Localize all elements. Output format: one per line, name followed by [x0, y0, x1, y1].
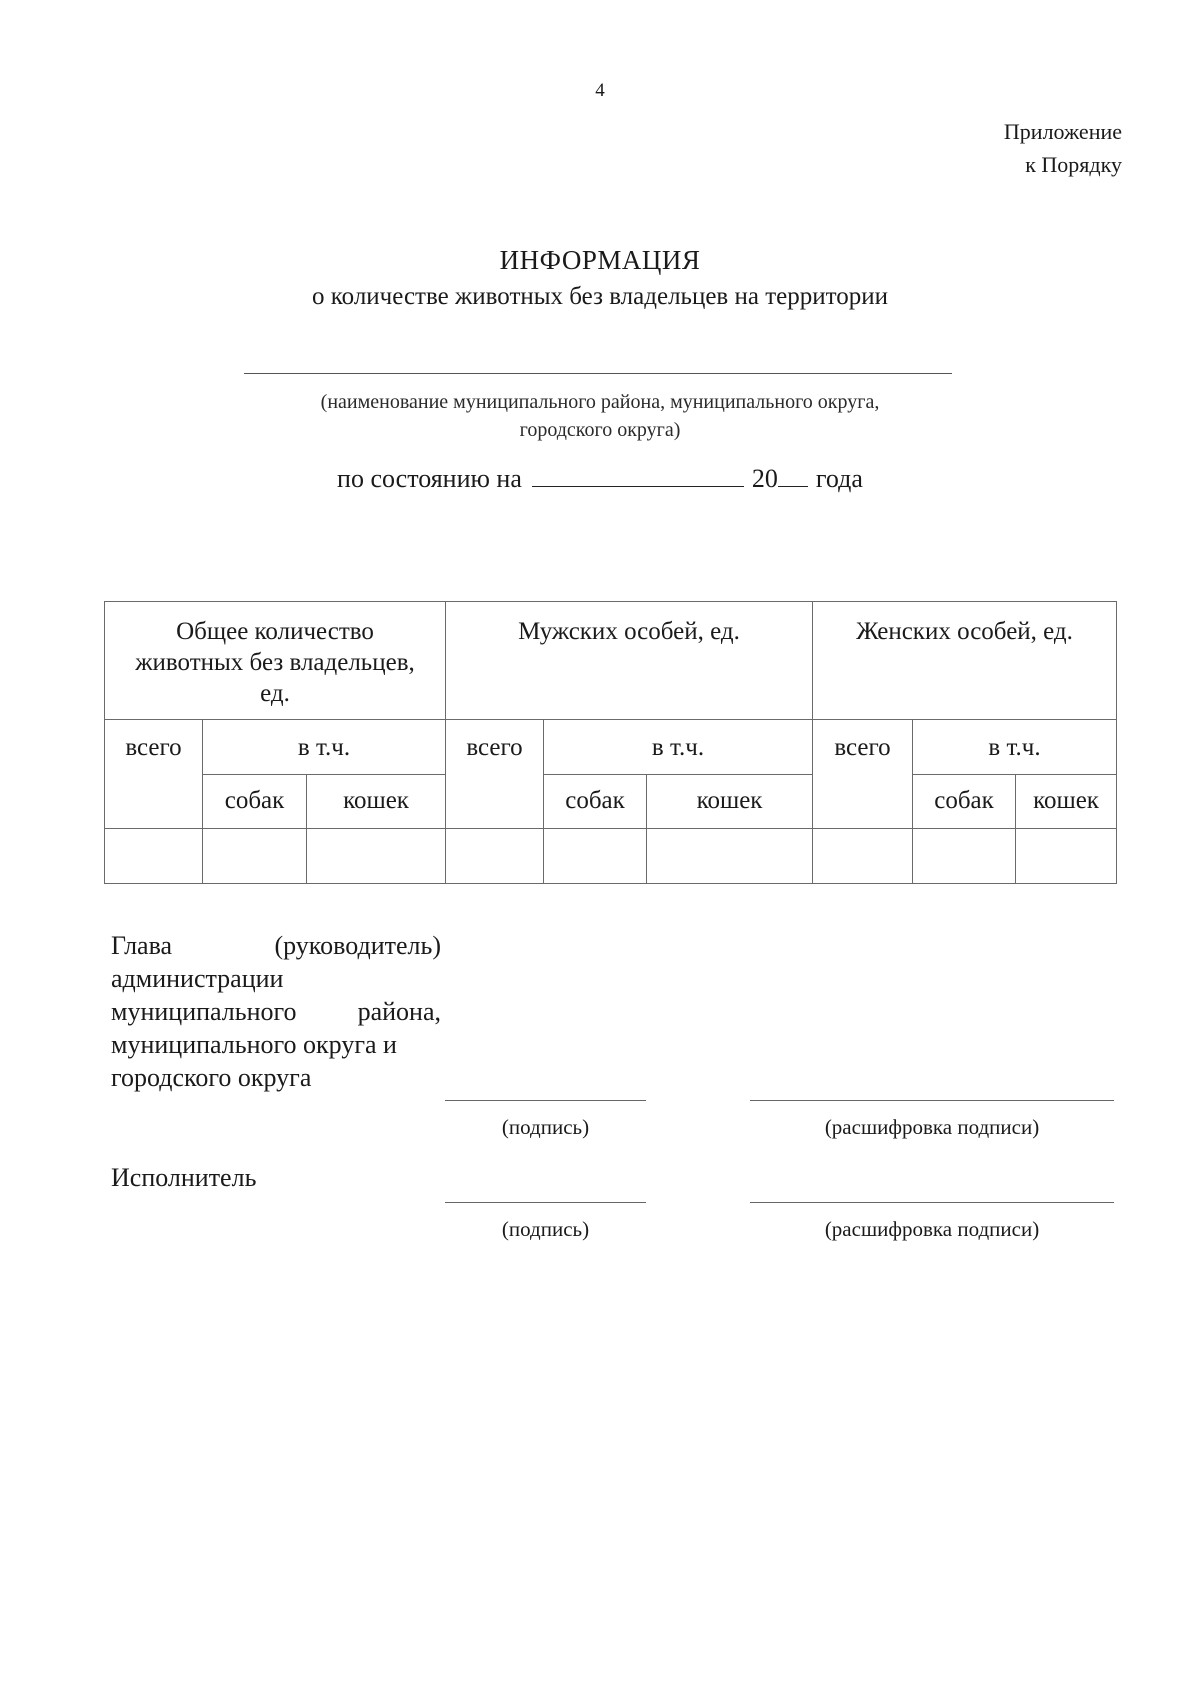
- female-all-header: всего: [813, 720, 913, 829]
- municipality-name-caption: [0, 388, 1200, 444]
- cell-female-all[interactable]: [813, 829, 913, 884]
- as-of-suffix: года: [815, 464, 863, 493]
- year-blank-field[interactable]: [778, 464, 808, 487]
- cell-total-dogs[interactable]: [203, 829, 307, 884]
- table-row: [105, 829, 1117, 884]
- cell-total-all[interactable]: [105, 829, 203, 884]
- appendix-line-1: Приложение: [1003, 119, 1122, 144]
- cell-total-cats[interactable]: [307, 829, 446, 884]
- executor-decoding-caption: (расшифровка подписи): [824, 1217, 1040, 1241]
- total-cats-header: кошек: [307, 775, 446, 829]
- male-all-header: всего: [446, 720, 544, 829]
- head-signature-decoding-field[interactable]: [750, 1100, 1114, 1101]
- cell-male-all[interactable]: [446, 829, 544, 884]
- head-of-administration-label: Глава (руководитель) администрации муниципального района, муниципального округа и городского округа: [111, 931, 441, 1092]
- as-of-prefix: по состоянию на: [337, 464, 522, 493]
- header-total-animals: Общее количество животных без владельцев, ед.: [105, 602, 446, 720]
- cell-male-cats[interactable]: [647, 829, 813, 884]
- cell-female-dogs[interactable]: [913, 829, 1016, 884]
- total-dogs-header: собак: [203, 775, 307, 829]
- document-subtitle: о количестве животных без владельцев на территории: [312, 283, 888, 310]
- female-cats-header: кошек: [1016, 775, 1117, 829]
- executor-signature-field[interactable]: [445, 1202, 646, 1203]
- date-blank-field[interactable]: [532, 464, 744, 487]
- female-dogs-header: собак: [913, 775, 1016, 829]
- appendix-line-2: к Порядку: [1025, 152, 1122, 177]
- header-male: Мужских особей, ед.: [446, 602, 813, 720]
- as-of-date-line: [0, 464, 1200, 494]
- document-title: ИНФОРМАЦИЯ: [499, 245, 701, 275]
- male-incl-header: в т.ч.: [544, 720, 813, 775]
- head-signature-caption: (подпись): [501, 1115, 590, 1139]
- head-signature-field[interactable]: [445, 1100, 646, 1101]
- header-female: Женских особей, ед.: [813, 602, 1117, 720]
- female-incl-header: в т.ч.: [913, 720, 1117, 775]
- executor-label: Исполнитель: [111, 1163, 257, 1192]
- male-cats-header: кошек: [647, 775, 813, 829]
- male-dogs-header: собак: [544, 775, 647, 829]
- total-incl-header: в т.ч.: [203, 720, 446, 775]
- animals-count-table: [104, 601, 1117, 884]
- executor-signature-decoding-field[interactable]: [750, 1202, 1114, 1203]
- executor-signature-caption: (подпись): [501, 1217, 590, 1241]
- cell-male-dogs[interactable]: [544, 829, 647, 884]
- appendix-note: [1004, 115, 1122, 181]
- caption-line-2: городского округа): [519, 419, 681, 441]
- head-decoding-caption: (расшифровка подписи): [824, 1115, 1040, 1139]
- year-prefix: 20: [751, 464, 778, 493]
- municipality-name-field[interactable]: [244, 373, 952, 374]
- page-number: 4: [595, 80, 605, 101]
- cell-female-cats[interactable]: [1016, 829, 1117, 884]
- total-all-header: всего: [105, 720, 203, 829]
- caption-line-1: (наименование муниципального района, муниципального округа,: [320, 391, 880, 413]
